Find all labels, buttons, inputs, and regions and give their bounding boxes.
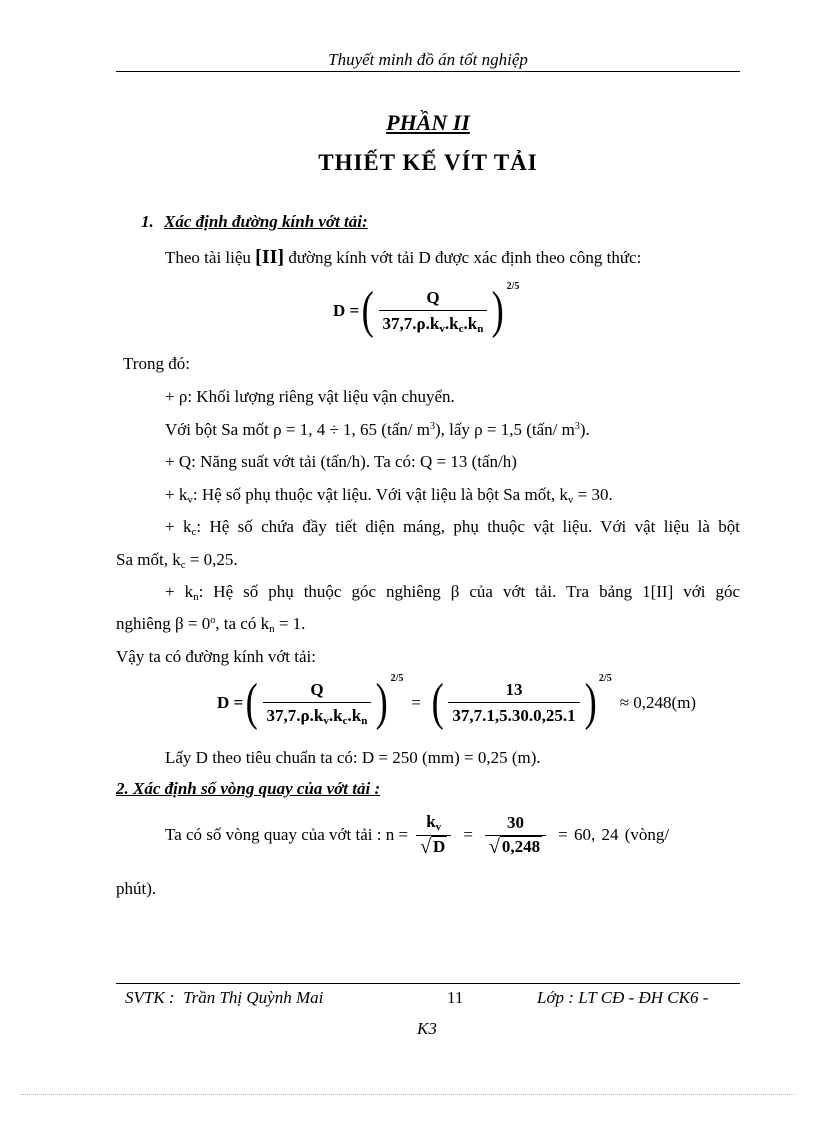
- conclusion-label: Vậy ta có đường kính vớt tải:: [116, 647, 316, 666]
- rho-definition: + ρ: Khối lượng riêng vật liệu vận chuyển.: [165, 387, 455, 406]
- rotation-speed-formula: Ta có số vòng quay của vớt tải : n = $k_v$ √ D = 30 √ 0,248 = 60, 24 (vòng/: [165, 812, 670, 858]
- q-definition: + Q: Năng suất vớt tải (tấn/h). Ta có: Q = 13 (tấn/h): [165, 452, 517, 471]
- page-number: 11: [447, 988, 464, 1007]
- diameter-calculation: D = ( $\frac{Q}{37,7.\rho.k_v.k_c.k_n}$ ) 2/5 = ( $\frac{13}{37,7.1,5.30.0,25.1}$ ) 2/5 ≈ 0,248(m): [217, 673, 697, 731]
- where-label: Trong đó:: [123, 354, 190, 373]
- formula-exponent: 2/5: [506, 281, 520, 292]
- header-rule: [116, 71, 740, 72]
- reference-tag: [II]: [255, 246, 285, 268]
- formula-numerator: Q: [426, 287, 440, 307]
- diameter-formula: D = ( $\frac{Q}{37,7.\rho.k_v.k_c.k_n}$ ) 2/5: [333, 281, 520, 339]
- diameter-result: ≈ 0,248(m): [619, 693, 697, 712]
- part-heading: PHẦN II: [386, 110, 470, 135]
- footer-rule: [116, 983, 740, 984]
- kc-definition-cont: Sa mốt, $k_c = 0,25$.: [116, 550, 238, 571]
- footer-author: SVTK : Trần Thị Quỳnh Mai: [125, 988, 324, 1007]
- rho-value: Với bột Sa mốt ρ = 1, 4 ÷ 1, 65 (tấn/ $m^3$), lấy ρ = 1,5 (tấn/ $m^3$).: [165, 420, 590, 439]
- section-1-intro: Theo tài liệu [II] đường kính vớt tải D được xác định theo công thức:: [165, 246, 642, 268]
- document-header-title: Thuyết minh đồ án tốt nghiệp: [328, 50, 528, 69]
- rotation-unit-cont: phút).: [116, 879, 157, 898]
- chapter-title: THIẾT KẾ VÍT TẢI: [318, 150, 538, 175]
- kc-definition: + $k_c$: Hệ số chứa đầy tiết diện máng, phụ thuộc vật liệu. Với vật liệu là bột: [165, 517, 740, 538]
- formula-denominator: $37,7.\rho.k_v.k_c.k_n$: [379, 310, 488, 335]
- section-1-heading: 1. Xác định đường kính vớt tải:: [141, 212, 368, 231]
- footer-class-cont: K3: [417, 1019, 437, 1038]
- kn-definition-cont: nghiêng $\beta = 0^o$, ta có $k_n = 1$.: [116, 614, 306, 635]
- rotation-speed-result: = 60, 24 (vòng/: [558, 825, 670, 844]
- standard-diameter: Lấy D theo tiêu chuẩn ta có: D = 250 (mm) = 0,25 (m).: [165, 748, 541, 767]
- page-edge-rule: [20, 1094, 796, 1095]
- section-2-heading: 2. Xác định số vòng quay của vớt tải :: [116, 779, 381, 798]
- footer-class: Lớp : LT CĐ - ĐH CK6 -: [537, 988, 709, 1007]
- kv-definition: + $k_v$: Hệ số phụ thuộc vật liệu. Với vật liệu là bột Sa mốt, $k_v = 30$.: [165, 485, 613, 506]
- kn-definition: + $k_n$: Hệ số phụ thuộc góc nghiêng β của vớt tải. Tra bảng 1[II] với góc: [165, 582, 740, 603]
